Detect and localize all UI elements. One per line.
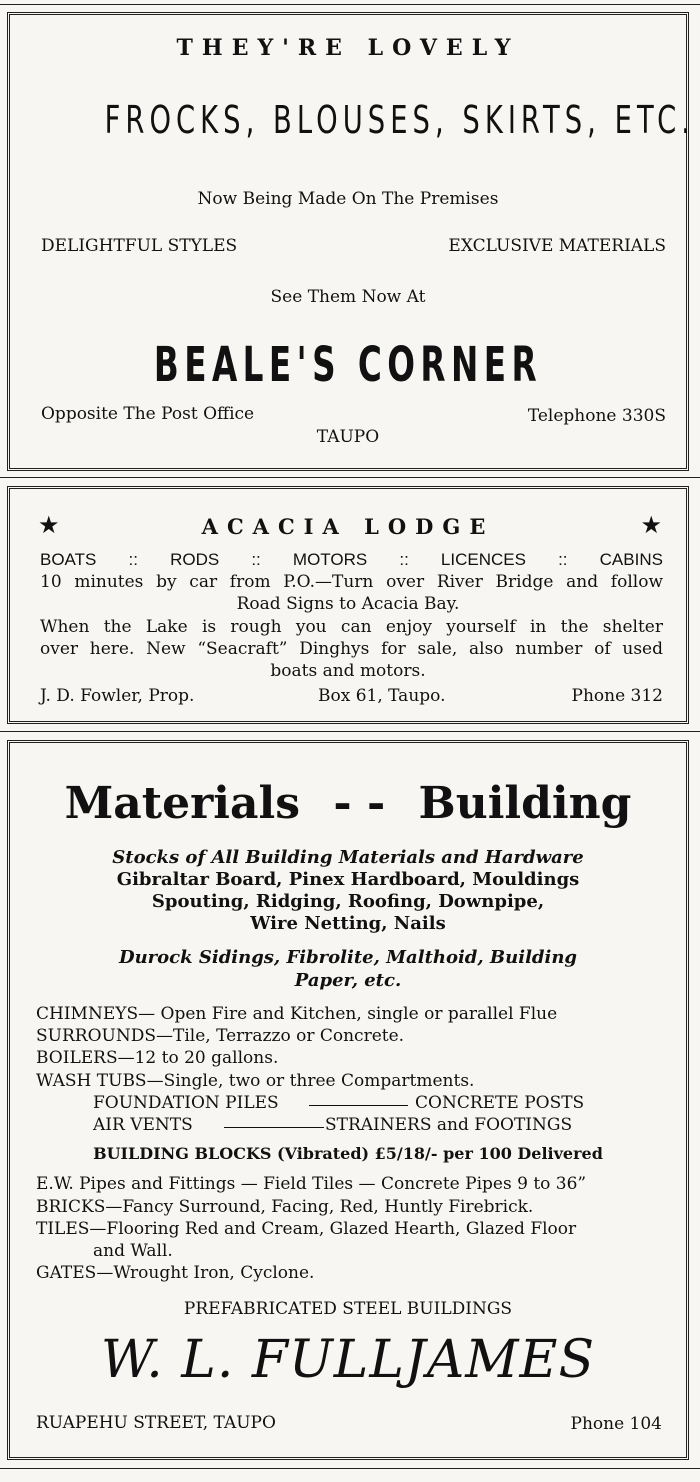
acacia-proprietor: J. D. Fowler, Prop.	[40, 686, 195, 706]
strainers-footings: STRAINERS and FOOTINGS	[325, 1115, 573, 1135]
acacia-box: Box 61, Taupo.	[318, 686, 446, 706]
acacia-services	[40, 550, 663, 570]
acacia-line-4: over here. New “Seacraft” Dinghys for sale, also number of used	[40, 639, 663, 659]
acacia-phone: Phone 312	[571, 686, 663, 706]
materials-building-title	[10, 778, 686, 829]
title-materials: Materials	[64, 778, 301, 829]
title-separator: - -	[333, 778, 386, 829]
foundation-piles: FOUNDATION PILES	[93, 1093, 279, 1113]
beales-corner-ad	[7, 12, 695, 471]
stocks-line-4: Wire Netting, Nails	[250, 913, 446, 934]
beales-see-note: See Them Now At	[270, 287, 426, 307]
stocks-line-3: Spouting, Ridging, Roofing, Downpipe,	[151, 891, 545, 912]
bottom-rule	[0, 1468, 700, 1469]
title-building: Building	[418, 778, 632, 829]
stocks-line-1: Stocks of All Building Materials and Hardware	[112, 847, 584, 868]
acacia-line-5: boats and motors.	[270, 661, 426, 681]
acacia-lodge-ad	[7, 486, 689, 724]
beales-styles: DELIGHTFUL STYLES	[41, 236, 238, 256]
service-licences: LICENCES	[440, 550, 526, 569]
service-cabins: CABINS	[599, 550, 663, 569]
acacia-line-3: When the Lake is rough you can enjoy yourself in the shelter	[40, 617, 663, 637]
bricks-line: BRICKS—Fancy Surround, Facing, Red, Huntly Firebrick.	[36, 1197, 534, 1217]
star-icon-left: ★	[38, 511, 60, 539]
service-sep: ::	[128, 550, 138, 569]
top-rule	[0, 4, 700, 5]
beales-telephone: Telephone 330S	[527, 406, 666, 426]
boilers-line: BOILERS—12 to 20 gallons.	[36, 1048, 279, 1068]
durock-line-2: Paper, etc.	[294, 970, 402, 991]
tiles-line-2: and Wall.	[93, 1241, 173, 1261]
fulljames-phone: Phone 104	[570, 1414, 662, 1434]
service-sep: ::	[399, 550, 409, 569]
stocks-line-2: Gibraltar Board, Pinex Hardboard, Mouldings	[116, 869, 580, 890]
star-icon-right: ★	[640, 511, 662, 539]
service-sep: ::	[251, 550, 261, 569]
wash-tubs-line: WASH TUBS—Single, two or three Compartments.	[36, 1071, 475, 1091]
service-rods: RODS	[170, 550, 220, 569]
beales-opposite: Opposite The Post Office	[41, 404, 255, 424]
acacia-line-2: Road Signs to Acacia Bay.	[236, 594, 460, 614]
fulljames-street: RUAPEHU STREET, TAUPO	[36, 1413, 276, 1433]
prefab-line: PREFABRICATED STEEL BUILDINGS	[183, 1299, 513, 1319]
tiles-line-1: TILES—Flooring Red and Cream, Glazed Hearth, Glazed Floor	[36, 1219, 577, 1239]
pipes-line: E.W. Pipes and Fittings — Field Tiles — Concrete Pipes 9 to 36”	[36, 1174, 587, 1194]
chimneys-line: CHIMNEYS— Open Fire and Kitchen, single or parallel Flue	[36, 1004, 558, 1024]
beales-made-note: Now Being Made On The Premises	[197, 189, 499, 209]
dash-rule	[224, 1127, 324, 1128]
surrounds-line: SURROUNDS—Tile, Terrazzo or Concrete.	[36, 1026, 405, 1046]
separator-rule-2	[0, 731, 700, 732]
building-blocks-line: BUILDING BLOCKS (Vibrated) £5/18/- per 100 Delivered	[93, 1144, 603, 1163]
fulljames-name: W. L. FULLJAMES	[100, 1330, 596, 1390]
separator-rule-1	[0, 477, 700, 478]
service-sep: ::	[558, 550, 568, 569]
service-motors: MOTORS	[292, 550, 368, 569]
fulljames-ad	[7, 740, 689, 1460]
beales-headline: THEY'RE LOVELY	[176, 35, 520, 61]
durock-line-1: Durock Sidings, Fibrolite, Malthoid, Building	[118, 947, 577, 968]
beales-town: TAUPO	[316, 427, 380, 447]
acacia-line-1: 10 minutes by car from P.O.—Turn over River Bridge and follow	[40, 572, 663, 592]
service-boats: BOATS	[40, 550, 97, 569]
beales-materials: EXCLUSIVE MATERIALS	[448, 236, 666, 256]
concrete-posts: CONCRETE POSTS	[415, 1093, 585, 1113]
beales-products: FROCKS, BLOUSES, SKIRTS, ETC.	[104, 98, 695, 142]
beales-name: BEALE'S CORNER	[153, 337, 543, 393]
dash-rule	[309, 1105, 408, 1106]
air-vents: AIR VENTS	[93, 1115, 193, 1135]
gates-line: GATES—Wrought Iron, Cyclone.	[36, 1263, 315, 1283]
acacia-title: ACACIA LODGE	[201, 514, 495, 539]
